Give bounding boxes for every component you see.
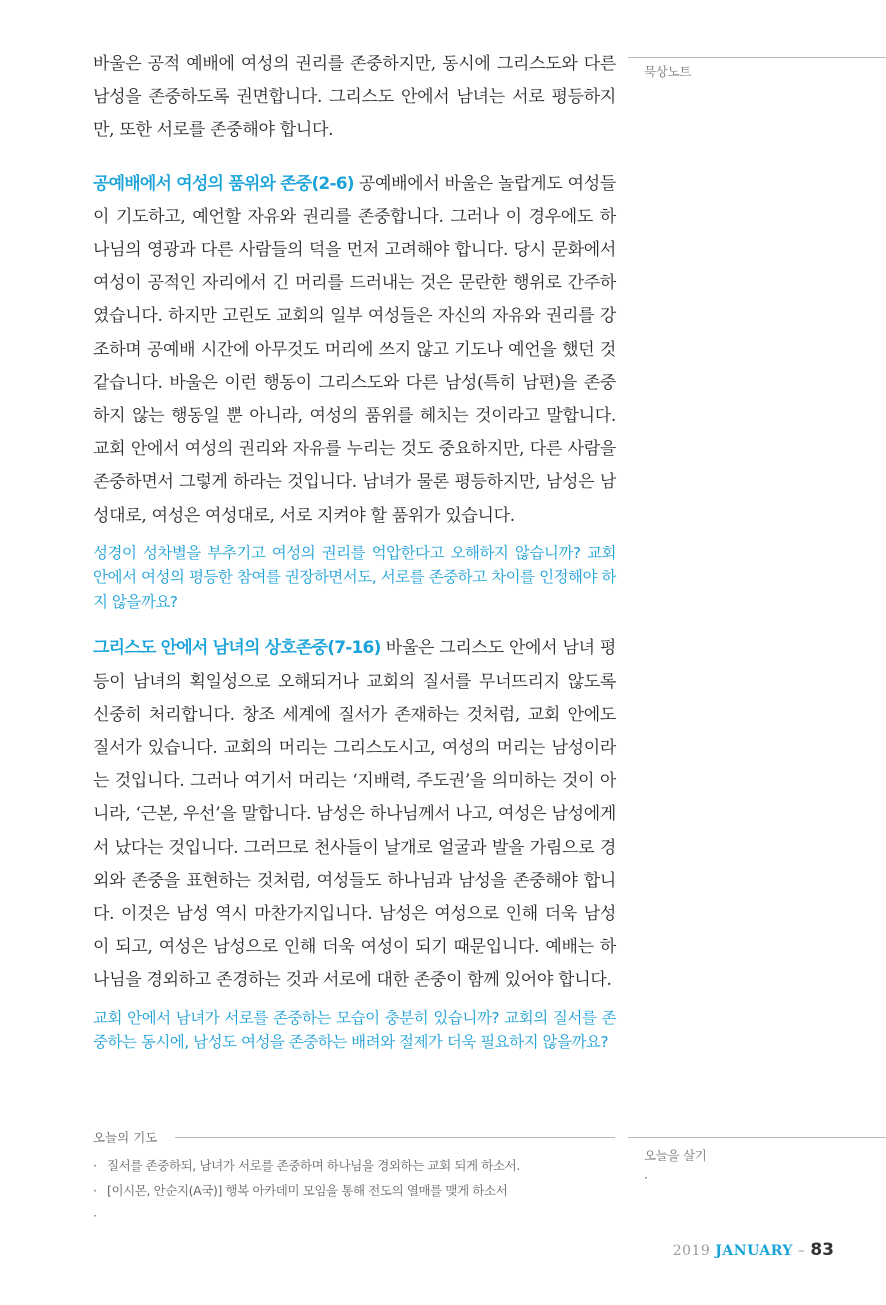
prayer-item: · [이시몬, 안순지(A국)] 행복 아카데미 모임을 통해 전도의 열매를 맺게 하소서 (93, 1183, 508, 1198)
footer-separator: – (797, 1243, 806, 1259)
meditation-note-divider (628, 57, 886, 58)
section1-paragraph (93, 168, 616, 533)
footer-year: 2019 (672, 1243, 711, 1259)
prayer-item: · (93, 1208, 97, 1223)
prayer-item: · 질서를 존중하되, 남녀가 서로를 존중하며 하나님을 경외하는 교회 되게 하소서. (93, 1158, 520, 1173)
section1-question: 성경이 성차별을 부추기고 여성의 권리를 억압한다고 오해하지 않습니까? 교회 안에서 여성의 평등한 참여를 권장하면서도, 서로를 존중하고 차이를 인정해야 하지 않을까요? (93, 543, 616, 611)
prayer-list (93, 1153, 613, 1228)
intro-paragraph: 바울은 공적 예배에 여성의 권리를 존중하지만, 동시에 그리스도와 다른 남성을 존중하도록 권면합니다. 그리스도 안에서 남녀는 서로 평등하지만, 또한 서로를 존중해야 합니다. (93, 54, 616, 141)
page-footer (673, 1240, 834, 1260)
live-today-bullet: · (644, 1170, 648, 1185)
footer-month: JANUARY (715, 1243, 793, 1259)
article-body (93, 48, 616, 1055)
section2-paragraph (93, 632, 616, 997)
page-number: 83 (810, 1240, 834, 1260)
section1-body: 공예배에서 바울은 놀랍게도 여성들이 기도하고, 예언할 자유와 권리를 존중합니다. 그러나 이 경우에도 하나님의 영광과 다른 사람들의 덕을 먼저 고려해야 합니다. 당시 문화에서 여성이 공적인 자리에서 긴 머리를 드러내는 것은 문란한 행위로 간주하였습니다. 하지만 고린도 교회의 일부 여성들은 자신의 자유와 권리를 강조하며 공예배 시간에 아무것도 머리에 쓰지 않고 기도나 예언을 했던 것 같습니다. 바울은 이런 행동이 그리스도와 다른 남성(특히 남편)을 존중하지 않는 행동일 뿐 아니라, 여성의 품위를 헤치는 것이라고 말합니다. 교회 안에서 여성의 권리와 자유를 누리는 것도 중요하지만, 다른 사람을 존중하면서 그렇게 하라는 것입니다. 남녀가 물론 평등하지만, 남성은 남성대로, 여성은 여성대로, 서로 지켜야 할 품위가 있습니다. (93, 173, 616, 526)
section1-heading: 공예배에서 여성의 품위와 존중(2-6) (93, 173, 354, 194)
prayer-title: 오늘의 기도 (93, 1130, 158, 1145)
live-today-label: 오늘을 살기 (644, 1148, 707, 1163)
live-today-divider (628, 1137, 886, 1138)
section2-question: 교회 안에서 남녀가 서로를 존중하는 모습이 충분히 있습니까? 교회의 질서를 존중하는 동시에, 남성도 여성을 존중하는 배려와 절제가 더욱 필요하지 않을까요? (93, 1008, 616, 1052)
section2-body: 바울은 그리스도 안에서 남녀 평등이 남녀의 획일성으로 오해되거나 교회의 질서를 무너뜨리지 않도록 신중히 처리합니다. 창조 세계에 질서가 존재하는 것처럼, 교회 안에도 질서가 있습니다. 교회의 머리는 그리스도시고, 여성의 머리는 남성이라는 것입니다. 그러나 여기서 머리는 ‘지배력, 주도권’을 의미하는 것이 아니라, ‘근본, 우선’을 말합니다. 남성은 하나님께서 나고, 여성은 남성에게서 났다는 것입니다. 그러므로 천사들이 날개로 얼굴과 발을 가림으로 경외와 존중을 표현하는 것처럼, 여성들도 하나님과 남성을 존중해야 합니다. 이것은 남성 역시 마찬가지입니다. 남성은 여성으로 인해 더욱 남성이 되고, 여성은 남성으로 인해 더욱 여성이 되기 때문입니다. 예배는 하나님을 경외하고 존경하는 것과 서로에 대한 존중이 함께 있어야 합니다. (93, 638, 617, 991)
prayer-divider (175, 1137, 615, 1138)
section2-heading: 그리스도 안에서 남녀의 상호존중(7-16) (93, 638, 381, 659)
meditation-note-label: 묵상노트 (644, 64, 692, 79)
